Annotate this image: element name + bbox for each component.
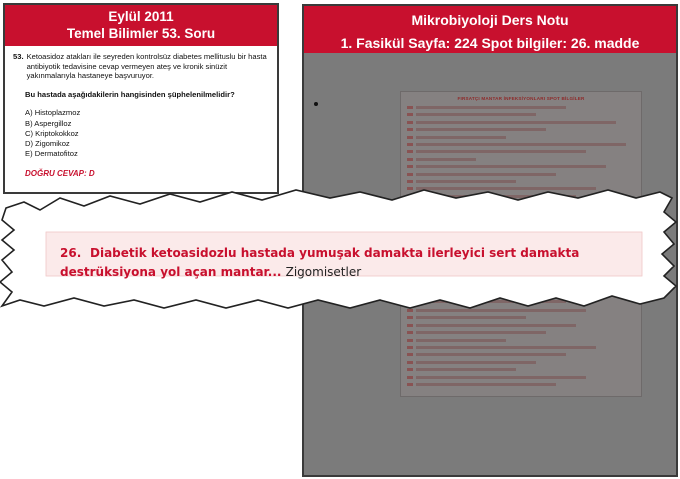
question-header [5,5,277,46]
correct-answer: DOĞRU CEVAP: D [25,169,95,179]
scan-text-line [407,331,635,334]
question-source: Temel Bilimler 53. Soru [66,26,216,41]
scan-text-line [407,346,635,349]
scan-text-line [407,128,635,131]
scan-text-line [407,361,635,364]
scan-text-line [407,121,635,124]
notes-title: Mikrobiyoloji Ders Notu [411,12,569,28]
scan-text-line [407,180,635,183]
option-a: A) Histoplazmoz [25,108,81,118]
option-e: E) Dermatofitoz [25,149,78,159]
option-b: B) Aspergilloz [25,118,72,128]
bullet-dot [314,102,318,106]
scan-text-line [407,368,635,371]
callout-number: 26. [60,246,82,260]
scan-text-line [407,165,635,168]
option-c: C) Kriptokokkoz [25,128,79,138]
scan-text-line [407,136,635,139]
notes-header [304,6,676,53]
scan-text-line [407,106,635,109]
scan-text-line [407,113,635,116]
scan-text-line [407,383,635,386]
scan-text-line [407,158,635,161]
callout-answer: Zigomisetler [285,265,362,279]
question-prompt: Bu hastada aşağıdakilerin hangisinden şüphelenilmelidir? [25,89,235,99]
scan-text-line [407,339,635,342]
callout-highlight: Diabetik ketoasidozlu hastada yumuşak damakta ilerleyici sert damakta destrüksiyona yol açan mantar... [60,246,580,279]
option-d: D) Zigomikoz [25,138,70,148]
question-number: 53. [13,52,24,61]
scan-text-line [407,173,635,176]
question-card [3,3,279,194]
scan-text-line [407,143,635,146]
scan-text-line [407,150,635,153]
scan-text-line [407,376,635,379]
callout-text [60,244,630,282]
scan-text-line [407,324,635,327]
scan-heading: FIRSATÇI MANTAR İNFEKSİYONLARI SPOT BİLGİLER [457,96,585,101]
scan-text-line [407,316,635,319]
question-date: Eylül 2011 [108,9,174,24]
question-stem [13,52,269,81]
notes-subtitle: 1. Fasikül Sayfa: 224 Spot bilgiler: 26. madde [340,35,640,51]
question-body [5,46,277,179]
question-text: Ketoasidoz atakları ile seyreden kontrolsüz diabetes mellituslu bir hasta antibiyotik tedavisine cevap vermeyen ateş ve kronik sinüzit yakınmalarıyla hastaneye başvuruyor. [26,52,267,81]
scan-text-line [407,353,635,356]
option-list [25,108,269,159]
